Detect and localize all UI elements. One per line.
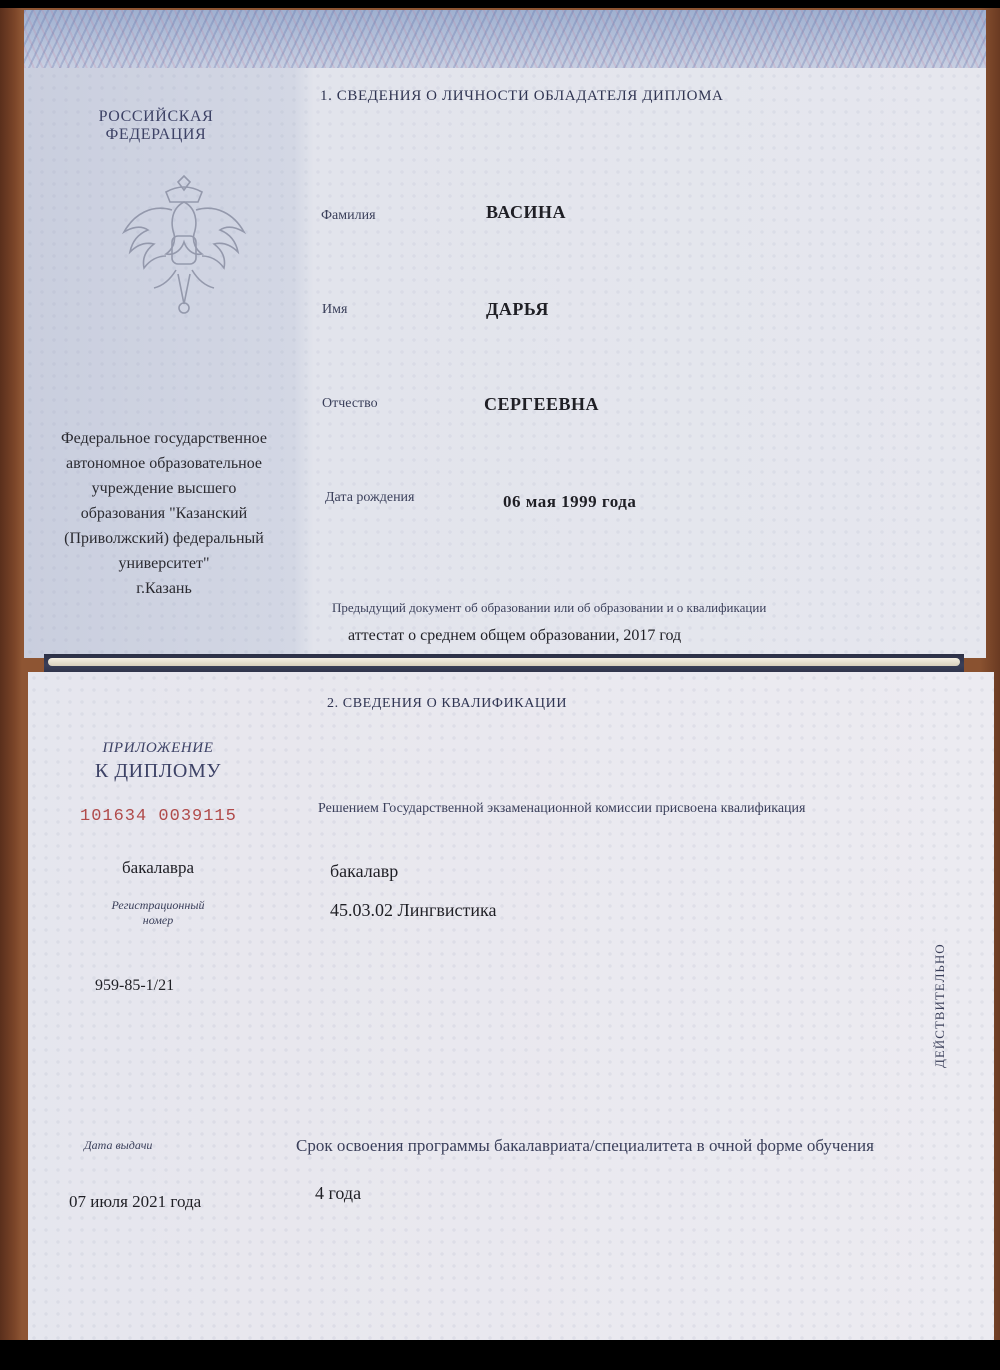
- institution-line: (Приволжский) федеральный: [64, 530, 264, 547]
- institution-line: учреждение высшего: [91, 480, 237, 497]
- photo-bottom-edge: [0, 1340, 1000, 1370]
- diploma-page-personal-info: [24, 10, 986, 658]
- registration-number-label-line2: номер: [142, 913, 174, 927]
- institution-line: автономное образовательное: [65, 455, 262, 472]
- diploma-serial-number: 101634 0039115: [80, 807, 237, 826]
- coat-of-arms-emblem: [116, 170, 252, 320]
- birthdate-value: 06 мая 1999 года: [503, 492, 637, 511]
- supplement-title-line2: К ДИПЛОМУ: [94, 760, 222, 782]
- surname-value: ВАСИНА: [486, 202, 566, 222]
- institution-line: г.Казань: [136, 580, 192, 597]
- institution-line: Федеральное государственное: [61, 430, 267, 447]
- section-heading-personal-info: 1. СВЕДЕНИЯ О ЛИЧНОСТИ ОБЛАДАТЕЛЯ ДИПЛОМА: [320, 88, 724, 104]
- name-value: ДАРЬЯ: [486, 299, 549, 319]
- birthdate-label: Дата рождения: [325, 490, 415, 505]
- patronymic-label: Отчество: [322, 396, 378, 411]
- diploma-page-qualification: [28, 672, 994, 1340]
- binding-thread: [48, 658, 960, 666]
- issuing-institution: [34, 426, 294, 601]
- previous-document-label: Предыдущий документ об образовании или об образовании и о квалификации: [332, 600, 767, 615]
- study-duration-value: 4 года: [315, 1183, 362, 1203]
- country-name-line1: РОССИЙСКАЯ: [98, 108, 214, 125]
- name-label: Имя: [322, 302, 348, 317]
- institution-line: университет": [118, 555, 210, 572]
- photo-top-edge: [0, 0, 1000, 8]
- issue-date: 07 июля 2021 года: [69, 1192, 202, 1211]
- institution-line: образования "Казанский: [80, 505, 248, 522]
- degree-level: бакалавра: [122, 858, 194, 877]
- section-heading-qualification: 2. СВЕДЕНИЯ О КВАЛИФИКАЦИИ: [327, 696, 568, 711]
- patronymic-value: СЕРГЕЕВНА: [484, 394, 599, 414]
- qualification-label: Решением Государственной экзаменационной комиссии присвоена квалификация: [318, 801, 806, 816]
- country-name-line2: ФЕДЕРАЦИЯ: [105, 126, 207, 143]
- previous-document-value: аттестат о среднем общем образовании, 2017 год: [348, 627, 682, 644]
- qualification-value: бакалавр: [330, 861, 399, 881]
- surname-label: Фамилия: [321, 208, 376, 223]
- program-value: 45.03.02 Лингвистика: [330, 900, 497, 920]
- supplement-title-line1: ПРИЛОЖЕНИЕ: [102, 740, 214, 756]
- study-duration-label: Срок освоения программы бакалавриата/специалитета в очной форме обучения: [296, 1136, 874, 1155]
- registration-number-label-line1: Регистрационный: [111, 898, 205, 912]
- issue-date-label: Дата выдачи: [84, 1138, 153, 1152]
- side-validity-text: ДЕЙСТВИТЕЛЬНО: [932, 943, 947, 1068]
- registration-number: 959-85-1/21: [95, 977, 175, 994]
- security-pattern-band: [24, 10, 986, 68]
